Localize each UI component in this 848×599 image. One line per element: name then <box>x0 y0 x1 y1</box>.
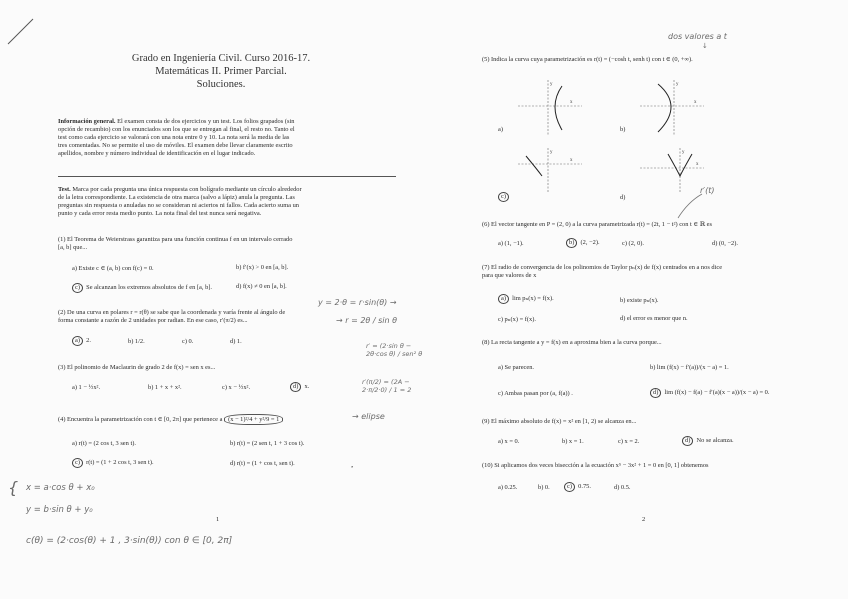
answer-circle: a) <box>72 336 83 346</box>
q9-option-d <box>682 436 734 446</box>
info-line: test como cada ejercicio se valorará con una nota entre 0 y 10. La nota será la media de las <box>58 134 290 141</box>
q9-option-b: b) x = 1. <box>562 438 584 445</box>
axis-label: x <box>694 100 697 105</box>
option-text: lim pₙ(x) = f(x). <box>512 295 554 302</box>
question-text: (4) Encuentra la parametrización con t ∈ [0, 2π] que pertenece a <box>58 416 223 423</box>
handwritten-note: y = b·sin θ + y₀ <box>26 505 93 515</box>
q1-option-d: d) f(x) ≠ 0 en [a, b]. <box>236 283 287 290</box>
question-6: (6) El vector tangente en P = (2, 0) a la curva parametrizada r(t) = (2t, 1 − t²) con t ∈ ℝ es <box>482 221 712 228</box>
info-label: Información general. <box>58 118 116 125</box>
q1-option-b: b) f′(x) > 0 en [a, b]. <box>236 264 289 271</box>
option-text: 2. <box>86 337 91 344</box>
answer-circle: c) <box>72 283 83 293</box>
question-1 <box>58 236 398 252</box>
test-label: Test. <box>58 186 71 193</box>
test-intro <box>58 186 398 218</box>
answer-circle: d) <box>650 388 661 398</box>
question-text: (2) De una curva en polares r = r(θ) se sabe que la coordenada y varía frente al ángulo de <box>58 309 286 316</box>
question-9: (9) El máximo absoluto de f(x) = x² en [1, 2) se alcanza en... <box>482 418 637 425</box>
q5-option-c <box>498 192 509 202</box>
graph-a <box>518 78 588 138</box>
answer-circle: c) <box>72 458 83 468</box>
q3-option-b: b) 1 + x + x². <box>148 384 182 391</box>
header-line-1: Grado en Ingeniería Civil. Curso 2016-17. <box>131 53 311 64</box>
test-line: Marca por cada pregunta una única respuesta con bolígrafo mediante un círculo alrededor <box>72 186 302 193</box>
q3-option-a: a) 1 − ½x². <box>72 384 101 391</box>
q4-option-d: d) r(t) = (1 + cos t, sen t). <box>230 460 295 467</box>
axis-label: y <box>550 150 553 155</box>
q6-option-c: c) (2, 0). <box>622 240 645 247</box>
test-line: preguntas sin respuesta o anuladas no se consideran ni aciertos ni fallos. Cada acierto suma un <box>58 202 299 209</box>
question-text: para que valores de x <box>482 272 537 279</box>
handwritten-note: c(θ) = (2·cos(θ) + 1 , 3·sin(θ)) con θ ∈ [0, 2π] <box>26 536 233 546</box>
q4-option-a: a) r(t) = (2 cos t, 3 sen t). <box>72 440 136 447</box>
handwritten-dot: · <box>350 460 354 474</box>
ellipse-equation: (x − 1)²/4 + y²/9 = 1 <box>224 414 283 425</box>
q9-option-a: a) x = 0. <box>498 438 520 445</box>
q10-option-a: a) 0.25. <box>498 484 518 491</box>
axis-label: y <box>682 150 685 155</box>
question-text: (1) El Teorema de Weierstrass garantiza para una función continua f en un intervalo cerrado <box>58 236 293 243</box>
q2-option-a <box>72 336 91 346</box>
info-line: tres comentadas. No se permite el uso de móviles. El examen debe llevar claramente escrito <box>58 142 293 149</box>
q8-option-b: b) lim (f(x) − f′(a))/(x − a) = 1. <box>650 364 729 371</box>
handwritten-arrow <box>674 192 704 222</box>
q6-option-d: d) (0, −2). <box>712 240 738 247</box>
axis-label: y <box>676 82 679 87</box>
handwritten-note: → r = 2θ / sin θ <box>336 316 397 325</box>
axis-label: x <box>570 100 573 105</box>
q3-option-d <box>290 382 309 392</box>
question-5: (5) Indica la curva cuya parametrización es r(t) = (−cosh t, senh t) con t ∈ (0, +∞). <box>482 56 693 63</box>
q10-option-b: b) 0. <box>538 484 550 491</box>
q7-option-b: b) existe pₙ(x). <box>620 297 659 304</box>
info-line: apellidos, nombre y número individual de identificación en el lugar indicado. <box>58 150 256 157</box>
pencil-mark <box>6 16 36 46</box>
info-line: El examen consta de dos ejercicios y un test. Los folios grapados (sin <box>117 118 295 125</box>
answer-circle: c) <box>498 192 509 202</box>
option-text: (2, −2). <box>580 239 600 246</box>
exam-header <box>96 52 346 91</box>
question-10: (10) Si aplicamos dos veces bisección a la ecuación x⁵ − 3x² + 1 = 0 en [0, 1] obtenemos <box>482 462 709 469</box>
question-text: [a, b] que... <box>58 244 88 251</box>
handwritten-note: r′ = (2·sin θ − 2θ·cos θ) / sen² θ <box>366 342 423 358</box>
q5-option-d: d) <box>620 194 626 201</box>
header-line-3: Soluciones. <box>196 79 246 90</box>
handwritten-note: x = a·cos θ + x₀ <box>26 483 95 493</box>
q8-option-d <box>650 388 769 398</box>
q6-option-a: a) (1, −1). <box>498 240 524 247</box>
general-info <box>58 118 398 158</box>
info-line: opción de recambio) con los enunciados son los que se entregan al final, el resto no. Tanto el <box>58 126 295 133</box>
graph-b <box>640 78 710 138</box>
axis-label: x <box>570 158 573 163</box>
q10-option-c <box>564 482 591 492</box>
question-8: (8) La recta tangente a y = f(x) en a aproxima bien a la curva porque... <box>482 339 662 346</box>
header-line-2: Matemáticas II. Primer Parcial. <box>155 66 287 77</box>
handwritten-note: → elipse <box>352 412 385 421</box>
handwritten-note: r′(t) <box>700 186 715 195</box>
q9-option-c: c) x = 2. <box>618 438 640 445</box>
question-7 <box>482 264 842 280</box>
q4-option-c <box>72 458 154 468</box>
question-2 <box>58 309 378 325</box>
question-3: (3) El polinomio de Maclaurin de grado 2 de f(x) = sen x es... <box>58 364 216 371</box>
q2-option-c: c) 0. <box>182 338 194 345</box>
test-line: de la letra correspondiente. La existencia de otra marca (salvo a lápiz) anula la pregunta. Las <box>58 194 295 201</box>
divider <box>58 176 396 177</box>
option-text: 0.75. <box>578 483 591 490</box>
q3-option-c: c) x − ½x². <box>222 384 251 391</box>
answer-circle: d) <box>682 436 693 446</box>
handwritten-note: r′(π/2) = (2A − 2·π/2·0) / 1 = 2 <box>362 378 412 394</box>
handwritten-note: dos valores a t <box>668 32 727 41</box>
exam-page-2 <box>424 0 848 599</box>
q7-option-d: d) el error es menor que n. <box>620 315 688 322</box>
option-text: No se alcanza. <box>696 437 734 444</box>
q10-option-d: d) 0.5. <box>614 484 631 491</box>
q2-option-b: b) 1/2. <box>128 338 145 345</box>
q7-option-a <box>498 294 554 304</box>
page-number: 1 <box>216 516 220 523</box>
q1-option-c <box>72 283 212 293</box>
q2-option-d: d) 1. <box>230 338 242 345</box>
option-text: lim (f(x) − f(a) − f′(a)(x − a))/(x − a) = 0. <box>664 389 770 396</box>
axis-label: x <box>696 162 699 167</box>
arrow-down-icon: ↓ <box>702 42 708 50</box>
handwritten-note: y = 2·θ = r·sin(θ) → <box>318 298 397 307</box>
q5-option-a: a) <box>498 126 503 133</box>
brace-icon: { <box>8 478 19 497</box>
option-text: x. <box>304 383 310 390</box>
axis-label: y <box>550 82 553 87</box>
answer-circle: b) <box>566 238 577 248</box>
q6-option-b <box>566 238 600 248</box>
q4-option-b: b) r(t) = (2 sen t, 1 + 3 cos t). <box>230 440 305 447</box>
q1-option-a: a) Existe c ∈ (a, b) con f(c) = 0. <box>72 265 154 272</box>
graph-c <box>518 146 588 194</box>
test-line: punto y cada error resta medio punto. La nota final del test nunca será negativa. <box>58 210 262 217</box>
question-text: forma constante a razón de 2 unidades por radian. En ese caso, r′(π/2) es... <box>58 317 248 324</box>
question-text: (7) El radio de convergencia de los polinomios de Taylor pₙ(x) de f(x) centrados en a nos dice <box>482 264 723 271</box>
page-number: 2 <box>642 516 646 523</box>
question-4 <box>58 416 398 424</box>
option-text: r(t) = (1 + 2 cos t, 3 sen t). <box>86 459 154 466</box>
answer-circle: c) <box>564 482 575 492</box>
q8-option-a: a) Se parecen. <box>498 364 535 371</box>
q5-option-b: b) <box>620 126 626 133</box>
answer-circle: d) <box>290 382 301 392</box>
option-text: Se alcanzan los extremos absolutos de f en [a, b]. <box>86 284 212 291</box>
answer-circle: a) <box>498 294 509 304</box>
q7-option-c: c) pₙ(x) = f(x). <box>498 316 536 323</box>
q8-option-c: c) Ambas pasan por (a, f(a)) . <box>498 390 573 397</box>
